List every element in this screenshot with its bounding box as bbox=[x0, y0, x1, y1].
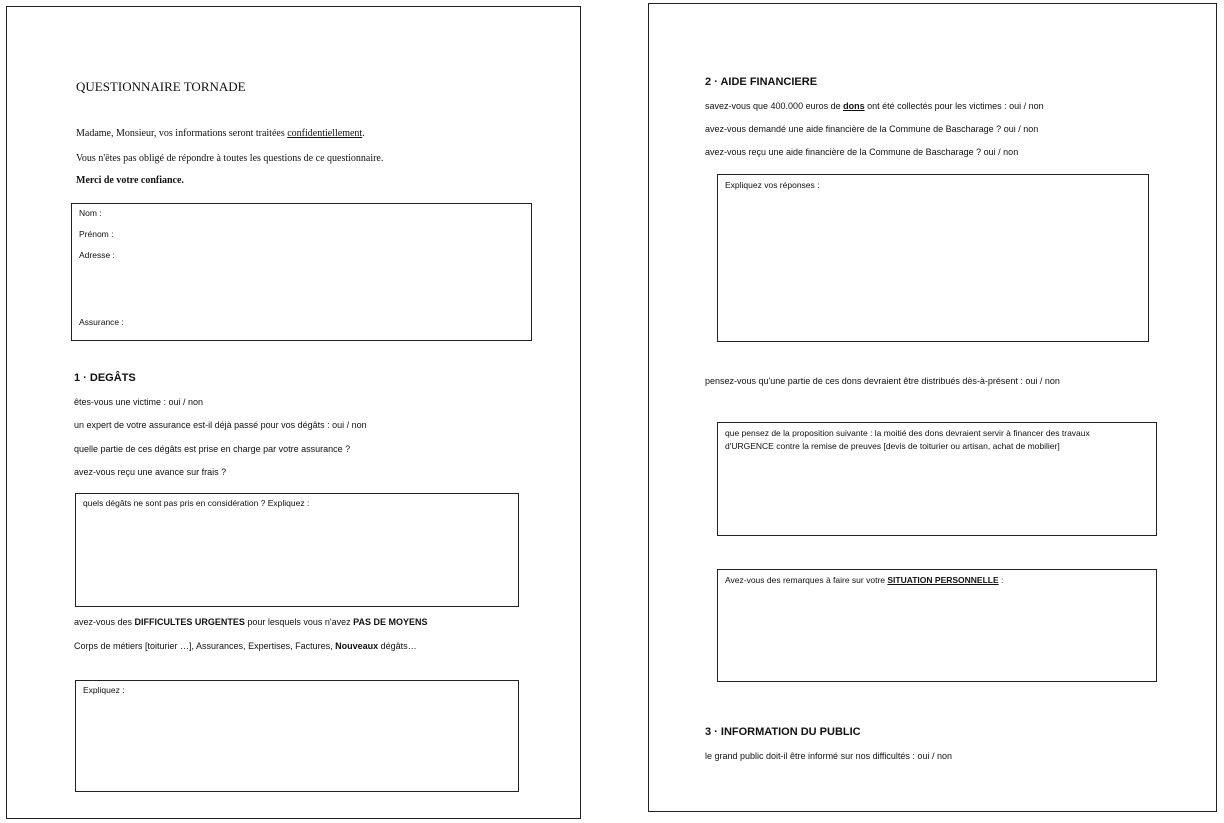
assurance-label: Assurance : bbox=[79, 317, 124, 327]
s1-question-urgent bbox=[74, 617, 428, 627]
prenom-label: Prénom : bbox=[79, 229, 114, 239]
personal-text-b: : bbox=[998, 575, 1004, 585]
s1-question-expert: un expert de votre assurance est-il déjà passé pour vos dégâts : oui / non bbox=[74, 420, 367, 430]
urgent-bold-b: PAS DE MOYENS bbox=[353, 617, 428, 627]
donations-text-b: ont été collectés pour les victimes : oui / non bbox=[864, 101, 1044, 111]
urgent-explain-box[interactable] bbox=[75, 680, 519, 792]
s1-question-coverage: quelle partie de ces dégâts est prise en charge par votre assurance ? bbox=[74, 444, 351, 454]
urgent-explain-label: Expliquez : bbox=[83, 685, 125, 695]
urgent-text-a: avez-vous des bbox=[74, 617, 135, 627]
intro-text: Madame, Monsieur, vos informations seront traitées bbox=[76, 128, 288, 139]
personal-situation-label bbox=[725, 575, 1003, 585]
trades-bold: Nouveaux bbox=[335, 641, 379, 651]
proposal-line-2: d'URGENCE contre la remise de preuves [devis de toiturier ou artisan, achat de mobilier] bbox=[725, 441, 1060, 451]
financial-explain-box[interactable] bbox=[717, 174, 1149, 342]
s2-question-distribute: pensez-vous qu'une partie de ces dons devraient être distribués dès-à-présent : oui / non bbox=[705, 376, 1060, 386]
damages-explain-box[interactable] bbox=[75, 493, 519, 607]
adresse-label: Adresse : bbox=[79, 250, 115, 260]
intro-underlined: confidentiellement bbox=[287, 128, 363, 139]
section2-heading: 2 · AIDE FINANCIERE bbox=[705, 76, 818, 88]
s2-question-received: avez-vous reçu une aide financière de la Commune de Bascharage ? oui / non bbox=[705, 147, 1019, 157]
damages-explain-label: quels dégâts ne sont pas pris en considération ? Expliquez : bbox=[83, 498, 310, 508]
section1-heading: 1 · DEGÂTS bbox=[74, 372, 136, 384]
intro-confidentiality bbox=[76, 128, 365, 139]
s2-question-donations bbox=[705, 101, 1044, 111]
s2-question-requested: avez-vous demandé une aide financière de la Commune de Bascharage ? oui / non bbox=[705, 124, 1039, 134]
nom-label: Nom : bbox=[79, 208, 102, 218]
intro-period: . bbox=[362, 128, 365, 139]
s1-question-advance: avez-vous reçu une avance sur frais ? bbox=[74, 467, 227, 477]
section3-heading: 3 · INFORMATION DU PUBLIC bbox=[705, 726, 861, 738]
personal-situation-box[interactable] bbox=[717, 569, 1157, 682]
personal-bold: SITUATION PERSONNELLE bbox=[887, 575, 999, 585]
donations-text-a: savez-vous que 400.000 euros de bbox=[705, 101, 844, 111]
questionnaire-page-1 bbox=[6, 6, 581, 819]
page-title: QUESTIONNAIRE TORNADE bbox=[76, 79, 246, 94]
financial-explain-label: Expliquez vos réponses : bbox=[725, 180, 820, 190]
proposal-line-1: que pensez de la proposition suivante : la moitié des dons devraient servir à financer des travaux bbox=[725, 428, 1090, 438]
urgent-bold-a: DIFFICULTES URGENTES bbox=[134, 617, 245, 627]
trades-text-a: Corps de métiers [toiturier …], Assurances, Expertises, Factures, bbox=[74, 641, 336, 651]
s1-trades-list bbox=[74, 641, 417, 651]
trades-text-b: dégâts… bbox=[378, 641, 417, 651]
donations-bold: dons bbox=[843, 101, 865, 111]
s3-question-public: le grand public doit-il être informé sur nos difficultés : oui / non bbox=[705, 751, 952, 761]
identity-box[interactable] bbox=[71, 203, 532, 341]
questionnaire-page-2 bbox=[648, 3, 1217, 812]
proposal-box[interactable] bbox=[717, 422, 1157, 536]
urgent-text-b: pour lesquels vous n'avez bbox=[244, 617, 354, 627]
intro-optional: Vous n'êtes pas obligé de répondre à toutes les questions de ce questionnaire. bbox=[76, 153, 384, 164]
personal-text-a: Avez-vous des remarques à faire sur votre bbox=[725, 575, 888, 585]
intro-thanks: Merci de votre confiance. bbox=[76, 175, 184, 186]
s1-question-victim: êtes-vous une victime : oui / non bbox=[74, 397, 204, 407]
